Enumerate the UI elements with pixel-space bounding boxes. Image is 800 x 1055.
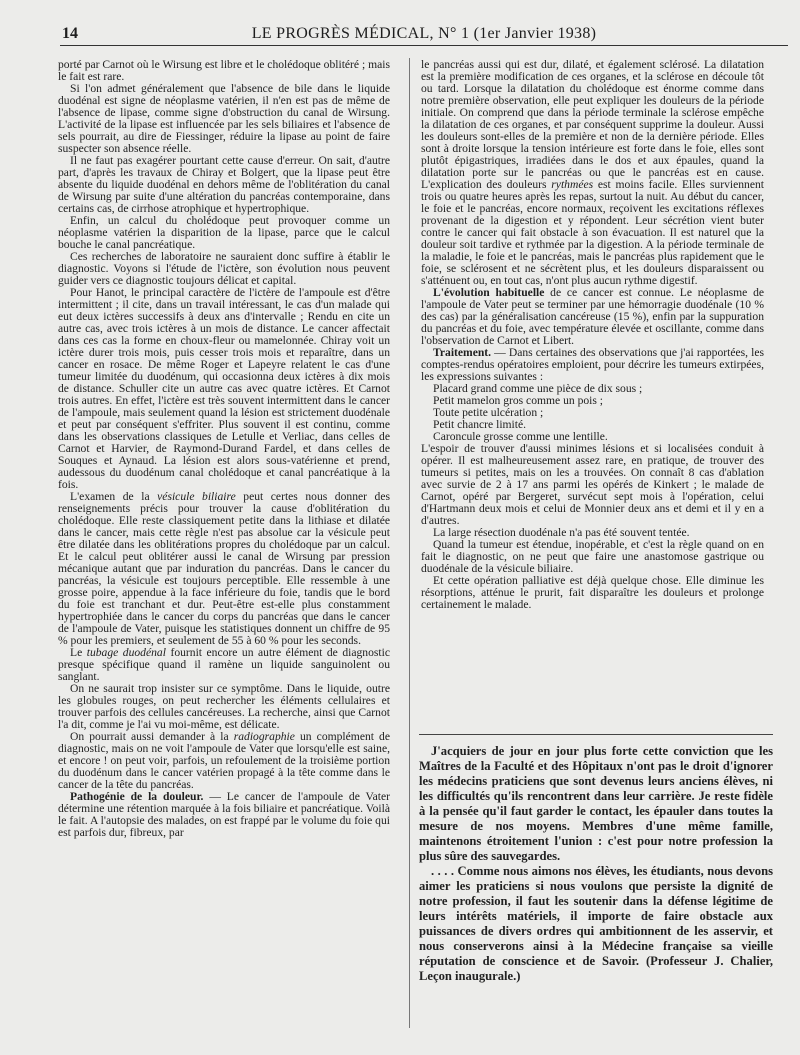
paragraph: Si l'on admet généralement que l'absence de bile dans le liquide duodénal est signe de néoplasme vatérien, il n'en est pas de même de l'absence de lipase, comme signe d'obstruction du canal de Wirsung. L'activité de la lipase est influencée par les sels biliaires et l'absence de sels pourrait, au dire de Fiessinger, réduire la lipase au point de faire suspecter son absence réelle. [58,82,390,155]
paragraph [58,491,390,647]
italic-term: rythmées [551,178,594,191]
paragraph: La large résection duodénale n'a pas été souvent tentée. [433,526,690,539]
text-run: — Le cancer de l'ampoule de Vater détermine une rétention marquée à la fois biliaire et pancréatique. Voilà le fait. A l'autopsie des malades, on est frappé par le volume du foie qui est parfois dur, fibreux, par [58,790,390,839]
text-run: un complément de diagnostic, mais on ne voit l'ampoule de Vater que lorsqu'elle est saine, et encore ! on peut voir, parfois, un refoulement de la troisième portion du duodénum dans le cancer vatérien propagé à la tête comme dans le cancer de la tête du pancréas. [58,730,391,791]
lesion-list [421,383,764,443]
list-item: Caroncule grosse comme une lentille. [433,430,608,443]
italic-term: radiographie [233,730,295,743]
list-item: Placard grand comme une pièce de dix sous ; [433,382,643,395]
paragraph [58,647,390,683]
text-run: fournit encore un autre élément de diagnostic presque spécifique quand il ramène un liquide sanguinolent ou sanglant. [58,646,390,683]
paragraph [58,731,390,791]
text-run: est moins facile. Elles surviennent trois ou quatre heures après les repas, surtout la nuit. Au début du cancer, le foie et le pancréas, encore normaux, reçoivent les excitations réflexes provenant de la digestion et y répondent. Leur sécrétion vient buter contre le cancer qui fait obstacle à son évacuation. Il est naturel que la douleur soit tardive et rythmée par la digestion. A la période terminale de la maladie, le foie et le pancréas, mais le pancréas plus rapidement que le foie, se sclérosent et ne sécrètent plus, et les douleurs disparaissent ou s'atténuent ou, en tout cas, n'ont plus aucun rythme digestif. [421,178,764,287]
paragraph [421,347,764,383]
paragraph: Pour Hanot, le principal caractère de l'ictère de l'ampoule est d'être intermittent ; il cite, dans un travail intéressant, le cas d'un malade qui eut deux ictères successifs à deux ans d'intervalle ; Rendu en cite un autre cas, avec trois ictères à un mois de distance. Le cancer affectait dans ces cas la forme en choux-fleur ou mamelonnée. Chiray voit un ictère durer trois mois, puis cesser trois mois et reparaître, dans un cancer en rosace. De même Roger et Lapeyre relatent le cas d'une tumeur limitée du duodénum, qui occasionna deux ictères à dix mois de distance. Schuller cite un autre cas avec quatre ictères. Et Carnot trois autres. En effet, l'ictère est très souvent intermittent dans le cancer de l'ampoule, mais seulement quand la lésion est strictement duodénale et peut par conséquent s'effriter. Plus souvent il est continu, comme dans les observations classiques de Letulle et Verliac, dans celles de Carnot et Harvier, de Raymond-Durand Fardel, et dans celles de Souques et Aynaud. La lésion est alors sous-vatérienne et prend, audessous du duodénum canal cholédoque et canal pancréatique à la fois. [58,286,390,491]
left-column [58,59,390,839]
section-heading: Traitement. [433,346,492,359]
list-item: Toute petite ulcération ; [433,406,544,419]
paragraph: L'espoir de trouver d'aussi minimes lésions et si localisées conduit à opérer. Il est malheureusement assez rare, en pratique, de trouver des tumeurs si petites, mais on les a trouvées. On connaît 8 cas d'ablation avec survie de 2 à 17 ans parmi les opérés de Kinkert ; le malade de Carnot, opéré par Bergeret, survécut sept mois à l'opération, celui d'Hartmann deux mois et celui de Monnier deux ans et demi et il y en a d'autres. [421,442,764,527]
journal-title: LE PROGRÈS MÉDICAL, N° 1 (1er Janvier 1938) [251,25,597,42]
quote-box [419,734,773,984]
page-number: 14 [62,25,78,42]
paragraph [58,791,390,839]
section-heading: L'évolution habituelle [433,286,545,299]
paragraph: porté par Carnot où le Wirsung est libre et le cholédoque oblitéré ; mais le fait est rare. [58,58,390,83]
paragraph: Ces recherches de laboratoire ne sauraient donc suffire à établir le diagnostic. Voyons si l'étude de l'ictère, son évolution nous peuvent guider vers ce diagnostic toujours délicat et capital. [58,250,390,287]
quote-paragraph: J'acquiers de jour en jour plus forte cette conviction que les Maîtres de la Faculté et des Hôpitaux n'ont pas le droit d'ignorer les médecins praticiens que sont devenus leurs anciens élèves, ni les difficultés qu'ils rencontrent dans leur carrière. Je reste fidèle à la pensée qu'il faut garder le contact, les épauler dans toutes la mesure de nos moyens. Membres d'une même famille, maintenons étroitement l'union : c'est pour notre profession la plus sûre des sauvegardes. [419,744,773,863]
text-run: On pourrait aussi demander à la [70,730,234,743]
italic-term: vésicule biliaire [157,490,236,503]
text-run: le pancréas aussi qui est dur, dilaté, et également sclérosé. La dilatation est la première modification de ces organes, et la sclérose en découle tôt ou tard. Lorsque la dilatation du cholédoque est énorme comme dans notre première observation, elle peut expliquer les douleurs de la période initiale. On comprend que dans la période terminale la sclérose empêche la dilatation de ces organes, et par conséquent supprime la douleur. Aussi les douleurs sont-elles de la première et non de la dernière période. Elles sont à droite lorsque la tension intérieure est forte dans le foie, elles sont plutôt épigastriques, irradiées dans le dos et aux épaules, quand la dilatation porte sur le pancréas ou que le pancréas est en cause. L'explication des douleurs [421,58,764,191]
italic-term: tubage duodénal [86,646,166,659]
paragraph: Quand la tumeur est étendue, inopérable, et c'est la règle quand on en fait le diagnostic, on ne peut que faire une anastomose gastrique ou duodénale de la vésicule biliaire. [421,538,764,575]
section-heading: Pathogénie de la douleur. [70,790,204,803]
paragraph: Il ne faut pas exagérer pourtant cette cause d'erreur. On sait, d'autre part, d'après les travaux de Chiray et Bolgert, que la lipase peut être absente du liquide duodénal en dehors même de l'oblitération du canal de Wirsung par suite d'une altération du pancréas contemporaine, dans certains cas, de cirrhose atrophique et hypertrophique. [58,154,390,215]
right-column [421,59,764,611]
text-run: peut certes nous donner des renseignements précis pour trouver la cause d'oblitération du cholédoque. Elle reste classiquement petite dans la lithiase et dilatée dans le cancer, mais cette règle n'est pas absolue car la vésicule peut être dilatée dans les oblitérations propres du cholédoque par un calcul. Et le calcul peut oblitérer aussi le canal de Wirsung par pression mécanique autant que par induration du pancréas. Dans le cancer du pancréas, la vésicule est toujours perceptible. Elle ressemble à une grosse poire, appendue à la face inférieure du foie, tandis que le bord du foie est tranchant et dur. Peut-être est-elle plus constamment hypertrophiée dans le cancer du corps du pancréas que dans le cancer de l'ampoule de Vater, puisque les statistiques donnent un chiffre de 95 % pour les premiers, et seulement de 55 à 60 % pour les seconds. [58,490,390,647]
paragraph: Enfin, un calcul du cholédoque peut provoquer comme un néoplasme vatérien la disparition de la lipase, parce que le calcul bouche le canal pancréatique. [58,214,390,251]
text-run: — Dans certaines des observations que j'ai rapportées, les comptes-rendus opératoires emploient, pour décrire les tumeurs extirpées, les expressions suivantes : [421,346,764,383]
running-header [60,23,788,46]
list-item: Petit chancre limité. [433,418,527,431]
list-item: Petit mamelon gros comme un pois ; [433,394,604,407]
text-run: Le [70,646,87,659]
text-run: L'examen de la [70,490,158,503]
paragraph: On ne saurait trop insister sur ce symptôme. Dans le liquide, outre les globules rouges, on peut rechercher les éléments cellulaires et trouver parfois des cellules cancéreuses. La recherche, ainsi que Carnot l'a dit, comme je l'ai vu moi-même, est délicate. [58,682,390,731]
column-divider [409,58,410,1028]
paragraph [421,287,764,347]
paragraph [421,59,764,287]
paragraph: Et cette opération palliative est déjà quelque chose. Elle diminue les résorptions, atténue le prurit, fait disparaître les douleurs et prolonge certainement le malade. [421,574,764,611]
quote-paragraph: . . . . Comme nous aimons nos élèves, les étudiants, nous devons aimer les praticiens si nous voulons que persiste la dignité de notre profession, il faut les soutenir dans la défense légitime de leurs intérêts matériels, il importe de faire obstacle aux puissances de divers ordres qui ambitionnent de les asservir, et nous conserverons ainsi à la Médecine française sa vieille réputation de conscience et de Savoir. (Professeur J. Chalier, Leçon inaugurale.) [419,864,773,983]
text-run: de ce cancer est connue. Le néoplasme de l'ampoule de Vater peut se terminer par une hémorragie duodénale (10 % des cas) par la généralisation cancéreuse (15 %), enfin par la suppuration du pancréas et du foie, avec température élevée et oscillante, comme dans l'observation de Carnot et Libert. [421,286,765,347]
